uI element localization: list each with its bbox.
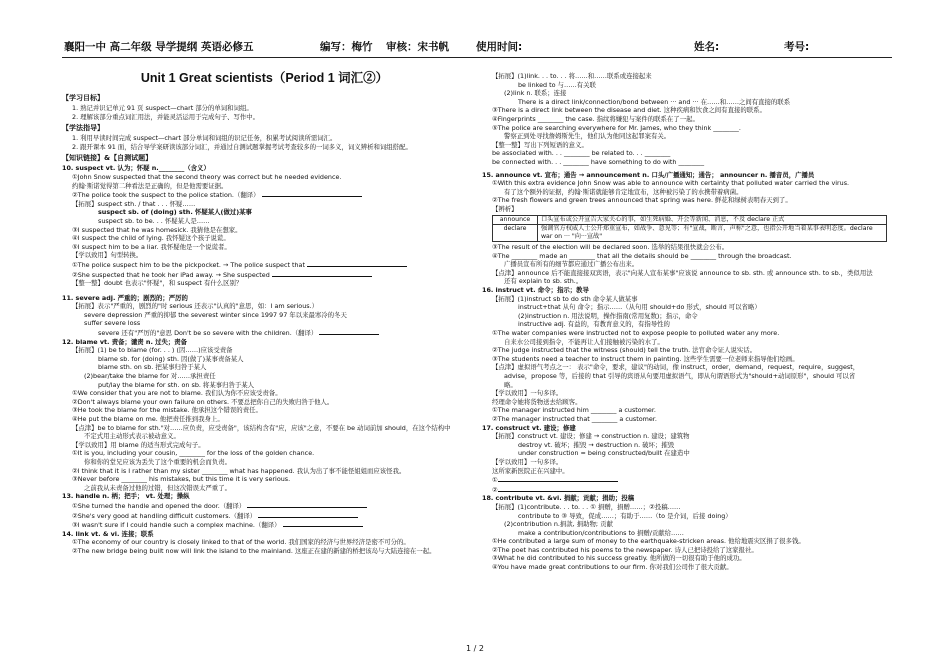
example-line: 经理命令她将货物送去给顾客。 <box>492 397 582 406</box>
entry-instruct: 16. instruct vt. 命令；指示；教导 <box>482 286 589 295</box>
example-line: ①John Snow suspected that the second theory was correct but he needed evidence. <box>72 172 342 181</box>
example-line: ②The manager instructed that ________ a customer. <box>492 414 657 423</box>
example-line: 略。 <box>504 380 517 389</box>
example-line: put/lay the blame for sth. on sb. 将某事归咎于某人 <box>98 380 255 389</box>
example-line: advise，propose 等，后接的 that 引导的宾语从句要用虚拟语气，即从句谓语形式为"should+动词原形"，should 可以省 <box>504 372 856 381</box>
example-line: ②She's very good at handling difficult customers.（翻译） <box>62 511 467 521</box>
example-line: 【拓展】suspect sth. / that . . . 怀疑…… <box>72 199 196 208</box>
example-line: ①The water companies were instructed not to expose people to polluted water any more. <box>492 329 780 338</box>
example-line: instructive adj. 有益的，有教育意义的，有指导性的 <box>518 320 670 329</box>
example-line: ③The result of the election will be declared soon. 选举的结果很快就会公布。 <box>492 243 729 252</box>
example-line: ① <box>482 475 902 485</box>
example-line: be connected with. . . ________ have something to do with ________ <box>492 157 705 166</box>
table-def: 强调官方权威人士公开郑重宣布，如战争、意见等；有"宣战，断言，声称"之意，也指公开地当着某事表明态度。declare war on ··· "向···宣战" <box>538 224 887 241</box>
example-line: 【整一整】写出下列短语的意义。 <box>492 140 588 149</box>
example-line: (2)link n. 联系；连接 <box>504 89 567 98</box>
example-line: 这所家新医院正在兴建中。 <box>492 466 569 475</box>
example-line: 【点津】be to blame for sth."对……应负责，应受责备"，该结构含有"应，应该"之意，不要在 be 动词前加 should，在这个结构中 <box>72 423 451 432</box>
example-line: blame sb. for (doing) sth. 因(做了)某事责备某人 <box>98 354 244 363</box>
page-header <box>62 35 892 58</box>
editor-label: 编写：梅竹 <box>320 41 373 53</box>
example-line: ①The police suspect him to be the pickpocket. → The police suspect that <box>62 260 467 270</box>
example-line: 还有 explain to sb. sth.。 <box>504 277 583 286</box>
right-column <box>482 72 902 572</box>
example-line: make a contribution/contributions to 捐赠/贡献给…… <box>518 528 684 537</box>
example-line: 自来水公司接到指令，不能再让人们接触被污染的水了。 <box>504 337 664 346</box>
example-line: ②Don't always blame your own failure on others. 不要总把你自己的失败归咎于他人。 <box>72 397 334 406</box>
example-line: ①The manager instructed him ________ a customer. <box>492 406 656 415</box>
example-line: suffer severe loss <box>84 319 141 328</box>
example-line: 【拓展】表示"严重的，剧烈的"时 serious 还表示"认真的"意思，如：I am serious.） <box>72 302 319 311</box>
entry-announce: 15. announce vt. 宣布；通告 → announcement n. 口头/广播通知；通告； announcer n. 播音员，广播员 <box>482 170 815 179</box>
example-line: contribute to ③ 导致，促成……；有助于……（to 是介词，后接 doing） <box>518 511 732 520</box>
example-line: suspect sb. of (doing) sth. 怀疑某人(做过)某事 <box>98 208 252 217</box>
example-line: 【拓展】(1)link. . . to. . . 将……和……联系或连接起来 <box>492 72 652 80</box>
table-row <box>493 224 887 241</box>
example-line: ②The judge instructed that the witness (should) tell the truth. 法官命令证人说实话。 <box>492 346 757 355</box>
table-word: announce <box>493 215 538 224</box>
example-line: ②The new bridge being built now will link the island to the mainland. 这座正在建的新建的桥把该岛与大陆连接在一起。 <box>72 546 436 555</box>
example-line: 有了这个额外的证据，约翰·斯诺就能够肯定地宣布，这种被污染了的水携带着病菌。 <box>504 187 743 196</box>
example-line: 【拓展】construct vt. 建设；修建 → construction n. 建设；建筑物 <box>492 432 690 441</box>
example-line: ③I wasn't sure if I could handle such a complex machine.（翻译） <box>62 520 467 530</box>
example-line: 【点津】announce 后不能直接接双宾语，表示"向某人宣布某事"应该说 announce to sb. sth. 或 announce sth. to sb.，类似用法 <box>492 268 873 277</box>
link-heading: 【知识链接】&【自测试题】 <box>62 154 153 163</box>
example-line: ②She suspected that he took her iPad away. → She suspected <box>62 270 467 280</box>
entry-suspect: 10. suspect vt. 认为；怀疑 n.________（含义） <box>62 164 210 173</box>
reviewer-label: 审核：宋书帆 <box>386 41 449 53</box>
example-line: ⑤I suspect him to be a liar. 我怀疑他是一个说谎者。 <box>72 242 231 251</box>
example-line: 【学以致用】句型转换。 <box>72 251 143 260</box>
example-line: 【辨析】 <box>492 204 518 213</box>
example-line: severe 还有"严厉的"意思 Don't be so severe with the children.（翻译） <box>62 328 467 338</box>
example-line: There is a direct link/connection/bond between ··· and ··· 在……和……之间有直接的联系 <box>518 97 791 106</box>
example-line: (2)contribution n.捐款, 捐助物; 贡献 <box>504 520 613 529</box>
entry-blame: 12. blame vt. 责备；谴责 n. 过失；责备 <box>62 337 188 346</box>
table-row <box>493 215 887 224</box>
example-line: ③Never before ________ his mistakes, but this time it is very serious. <box>72 475 291 484</box>
example-line: ①The economy of our country is closely linked to that of the world. 我们国家的经济与世界经济是密不可分的。 <box>72 538 410 547</box>
example-line: 不定式用主动形式表示被动意义。 <box>84 432 180 441</box>
comparison-table <box>492 215 887 243</box>
example-line: 【整一整】doubt 也表示"怀疑"，和 suspect 有什么区别？ <box>72 279 243 288</box>
example-line: 之前我从未责备过他的过错，但这次错误太严重了。 <box>84 483 231 492</box>
example-line: ③There is a direct link between the disease and diet. 这种疾病和饮食之间有直接的联系。 <box>492 106 766 115</box>
example-line: 你和你的堂兄应该为丢失了这个重要的机会而负责。 <box>84 457 231 466</box>
example-line: ①She turned the handle and opened the door.（翻译） <box>62 501 467 511</box>
example-line: ①He contributed a large sum of money to the earthquake-stricken areas. 他给地震灾区捐了很多钱。 <box>492 537 805 546</box>
example-line: suspect sb. to be. . . 怀疑某人是…… <box>98 216 210 225</box>
example-line: 约翰·斯诺觉得第二种看法是正确的，但是他需要证据。 <box>72 181 228 190</box>
example-line: be linked to 与……有关联 <box>518 80 596 89</box>
example-line: 广播员宣布所有的细节都应通过广播公布出来。 <box>504 260 639 269</box>
example-line: ④He put the blame on me. 他把责任推到我身上。 <box>72 415 224 423</box>
example-line: ④The ________ made an ________ that all the details should be ________ through the broadcast. <box>492 251 792 260</box>
example-line: severe depression 严重的抑郁 the severest winter since 1997 97 年以来最寒冷的冬天 <box>84 310 347 319</box>
table-def: 口头宣布或公开宣告大家关心的事，如生死病婚、开会等新闻、消息，不及 declare 正式 <box>538 215 887 224</box>
entry-handle: 13. handle n. 柄；把手； vt. 处理；操纵 <box>62 492 190 501</box>
example-line: (2)bear/take the blame for 对……承担责任 <box>84 372 216 381</box>
number-label: 考号: <box>784 41 810 53</box>
example-line: ③What he did contributed to his success greatly. 他所做的一切很有助于他的成功。 <box>492 554 746 563</box>
example-line: ⑤The police are searching everywhere for Mr. James, who they think ________. <box>492 123 741 132</box>
example-line: ③I suspected that he was homesick. 我猜他是在想家。 <box>72 225 242 234</box>
name-label: 姓名: <box>694 41 720 53</box>
goal-item: 1. 熟记并识记单元 91 页 suspect—chart 部分的单词和词组。 <box>72 104 253 112</box>
example-line: be associated with. . . ________ be related to. . . ________ <box>492 149 671 158</box>
entry-contribute: 18. contribute vt. &vi. 捐献；贡献；捐助；投稿 <box>482 494 635 503</box>
page-number: 1 / 2 <box>466 644 484 653</box>
example-line: ①It is you, including your cousin, ________ for the loss of the golden chance. <box>72 449 315 458</box>
example-line: 警察正到处寻找詹姆斯先生，他们认为他同这起罪案有关。 <box>504 132 671 141</box>
entry-severe: 11. severe adj. 严重的；剧烈的；严厉的 <box>62 293 188 302</box>
example-line: ② <box>482 485 902 495</box>
school-title: 襄阳一中 高二年级 导学提纲 英语必修五 <box>64 41 254 53</box>
example-line: ③The students need a teacher to instruct them in painting. 这些学生需要一位老师来指导他们绘画。 <box>492 354 799 363</box>
left-column <box>62 66 467 556</box>
page-title: Unit 1 Great scientists（Period 1 词汇②） <box>140 71 389 85</box>
example-line: 【学以致用】一句多译。 <box>492 457 563 466</box>
example-line: destroy vt. 破坏；摧毁 → destruction n. 破坏；摧毁 <box>518 440 675 449</box>
example-line: under construction = being constructed/built 在建造中 <box>518 449 690 458</box>
method-heading: 【学法指导】 <box>62 124 104 133</box>
entry-construct: 17. construct vt. 建设；修建 <box>482 423 576 432</box>
example-line: blame sth. on sb. 把某事归咎于某人 <box>98 363 207 372</box>
goal-item: 2. 理解该部分重点词汇用法，并能灵活运用于完成句子、写作中。 <box>72 112 260 121</box>
example-line: 【拓展】(1)contribute. . . to. . . ① 捐赠，捐赠……；②投稿…… <box>492 502 681 511</box>
example-line: ④I suspect the child of lying. 我怀疑这个孩子说谎。 <box>72 234 230 243</box>
example-line: ③He took the blame for the mistake. 他承担这个错误的责任。 <box>72 406 262 415</box>
example-line: ②The fresh flowers and green trees announced that spring was here. 鲜花和绿树表明春天到了。 <box>492 196 792 205</box>
example-line: 【拓展】(1) be to blame (for. . . ) (因……)应该受责备 <box>72 346 233 355</box>
method-item: 2. 跟开课本 91 面，结合导学案研读该部分词汇，并通过自测试题掌握考试考查较多的一词多义，词义辨析和词组搭配。 <box>72 142 412 151</box>
example-line: ①We consider that you are not to blame. 我们认为你不应该受责备。 <box>72 389 282 398</box>
example-line: instruct+that 从句 命令；指示……（从句用 should+do 形式，should 可以省略） <box>518 303 761 312</box>
example-line: 【拓展】(1)instruct sb to do sth 命令某人做某事 <box>492 294 638 303</box>
goal-heading: 【学习目标】 <box>62 94 104 102</box>
example-line: 【点津】虚拟语气考点之一： 表示"命令，要求，建议"的动词，像 instruct，order，demand，request，require，suggest， <box>492 363 860 372</box>
date-label: 使用时间: <box>476 41 523 53</box>
method-item: 1. 利用早读时间完成 suspect—chart 部分单词和词组的识记任务，积累考试阅读所需词汇。 <box>72 134 337 143</box>
table-word: declare <box>493 224 538 241</box>
example-line: 【学以致用】用 blame 的适当形式完成句子。 <box>72 440 205 449</box>
example-line: (2)instruction n. 用法说明，操作指南(常用复数)；指示，命令 <box>518 311 698 320</box>
example-line: ①With this extra evidence John Snow was able to announce with certainty that polluted water carried the virus. <box>492 179 850 188</box>
example-line: 【学以致用】一句多译。 <box>492 389 563 398</box>
example-line: ④Fingerprints ________ the case. 指纹将嫌犯与案件的联系在了一起。 <box>492 114 699 123</box>
example-line: ②The police took the suspect to the police station.（翻译） <box>62 190 467 200</box>
entry-link: 14. link vt. & vi. 连接；联系 <box>62 529 154 538</box>
example-line: ②The poet has contributed his poems to the newspaper. 诗人已把诗投给了这家报社。 <box>492 545 758 554</box>
example-line: ②I think that it is I rather than my sister ________ what has happened. 我认为出了事不能怪姐姐而应该怪我。 <box>72 466 406 475</box>
example-line: ④You have made great contributions to our firm. 你对我们公司作了很大贡献。 <box>492 563 733 572</box>
